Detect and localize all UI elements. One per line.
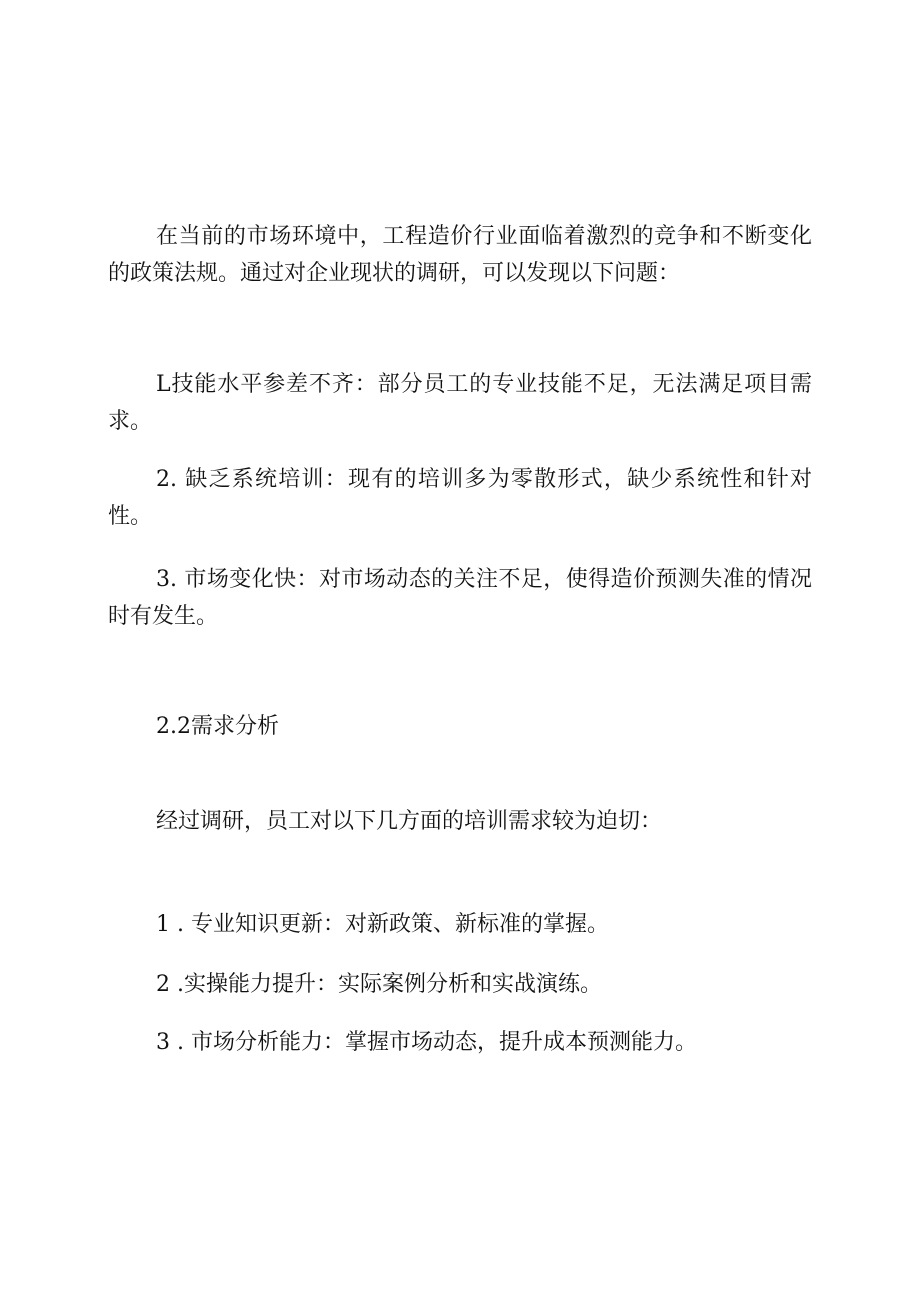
issue-item-2: 2. 缺乏系统培训：现有的培训多为零散形式，缺少系统性和针对性。 xyxy=(108,467,812,529)
need-item-1: 1 . 专业知识更新：对新政策、新标准的掌握。 xyxy=(156,912,609,937)
need-item-2: 2 .实操能力提升：实际案例分析和实战演练。 xyxy=(156,972,602,997)
issue-item-1: L技能水平参差不齐：部分员工的专业技能不足，无法满足项目需求。 xyxy=(108,372,812,434)
needs-intro-paragraph: 经过调研，员工对以下几方面的培训需求较为迫切： xyxy=(156,809,663,834)
need-item-3: 3 . 市场分析能力：掌握市场动态，提升成本预测能力。 xyxy=(156,1030,697,1055)
intro-paragraph: 在当前的市场环境中，工程造价行业面临着激烈的竞争和不断变化的政策法规。通过对企业现状的调研，可以发现以下问题： xyxy=(108,224,812,286)
issue-item-3: 3. 市场变化快：对市场动态的关注不足，使得造价预测失准的情况时有发生。 xyxy=(108,567,812,629)
section-heading: 2.2需求分析 xyxy=(156,714,279,739)
